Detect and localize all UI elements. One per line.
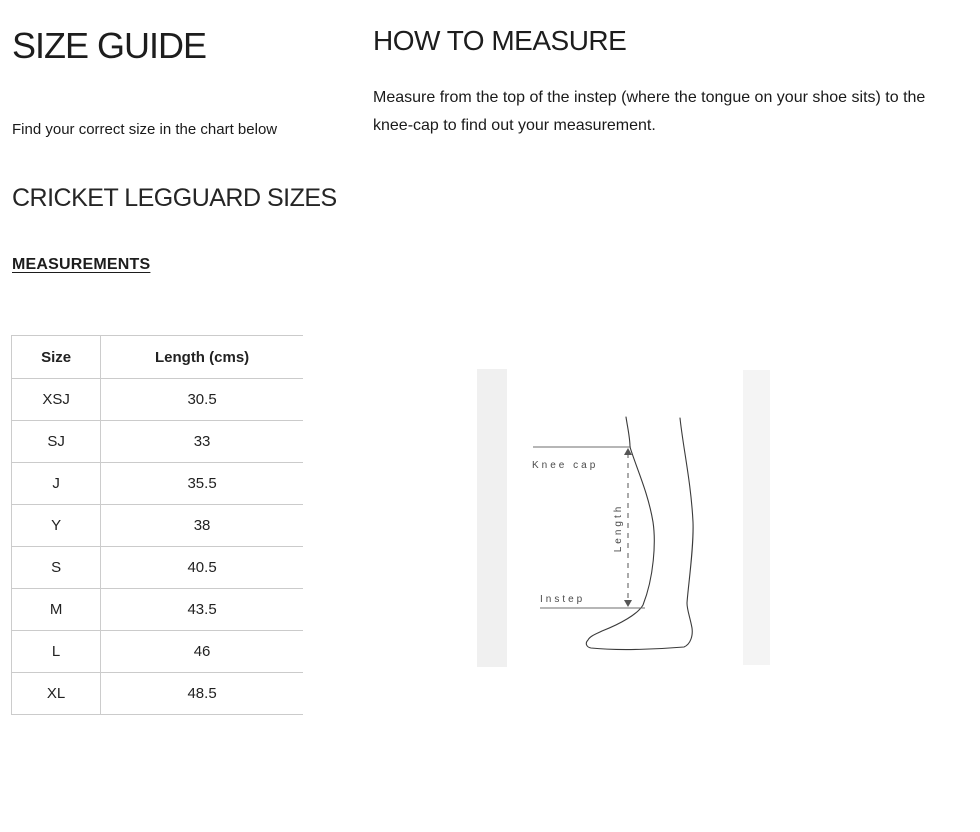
size-cell: S	[12, 547, 101, 589]
section-heading-legguard-sizes: CRICKET LEGGUARD SIZES	[12, 184, 337, 212]
how-to-measure-instructions: Measure from the top of the instep (where the tongue on your shoe sits) to the knee-cap to find out your measurement.	[373, 89, 926, 134]
size-cell: L	[12, 631, 101, 673]
column-header-length: Length (cms)	[101, 336, 303, 379]
table-row	[12, 547, 304, 589]
table-row	[12, 631, 304, 673]
table-row	[12, 463, 304, 505]
leg-diagram-svg	[470, 362, 780, 672]
length-cell: 30.5	[101, 379, 303, 421]
knee-cap-label: Knee cap	[532, 460, 599, 471]
size-guide-subtitle: Find your correct size in the chart below	[12, 121, 278, 138]
instep-label: Instep	[540, 594, 586, 605]
size-table	[11, 335, 303, 715]
table-header-row	[12, 336, 304, 379]
size-cell: M	[12, 589, 101, 631]
table-row	[12, 673, 304, 715]
length-cell: 40.5	[101, 547, 303, 589]
measurements-tab[interactable]: MEASUREMENTS	[12, 256, 151, 273]
size-chart	[11, 335, 303, 715]
length-cell: 48.5	[101, 673, 303, 715]
table-row	[12, 589, 304, 631]
leg-measurement-diagram	[470, 362, 780, 672]
how-to-measure-title: HOW TO MEASURE	[373, 25, 627, 56]
size-cell: XSJ	[12, 379, 101, 421]
leg-outline	[586, 417, 693, 650]
table-row	[12, 505, 304, 547]
size-cell: Y	[12, 505, 101, 547]
length-label: Length	[613, 503, 624, 553]
size-cell: SJ	[12, 421, 101, 463]
length-cell: 43.5	[101, 589, 303, 631]
length-cell: 46	[101, 631, 303, 673]
size-cell: XL	[12, 673, 101, 715]
arrow-down-icon	[624, 600, 632, 607]
table-row	[12, 379, 304, 421]
column-header-size: Size	[12, 336, 101, 379]
length-cell: 33	[101, 421, 303, 463]
table-row	[12, 421, 304, 463]
length-cell: 35.5	[101, 463, 303, 505]
page-title: SIZE GUIDE	[12, 25, 207, 66]
size-cell: J	[12, 463, 101, 505]
length-cell: 38	[101, 505, 303, 547]
